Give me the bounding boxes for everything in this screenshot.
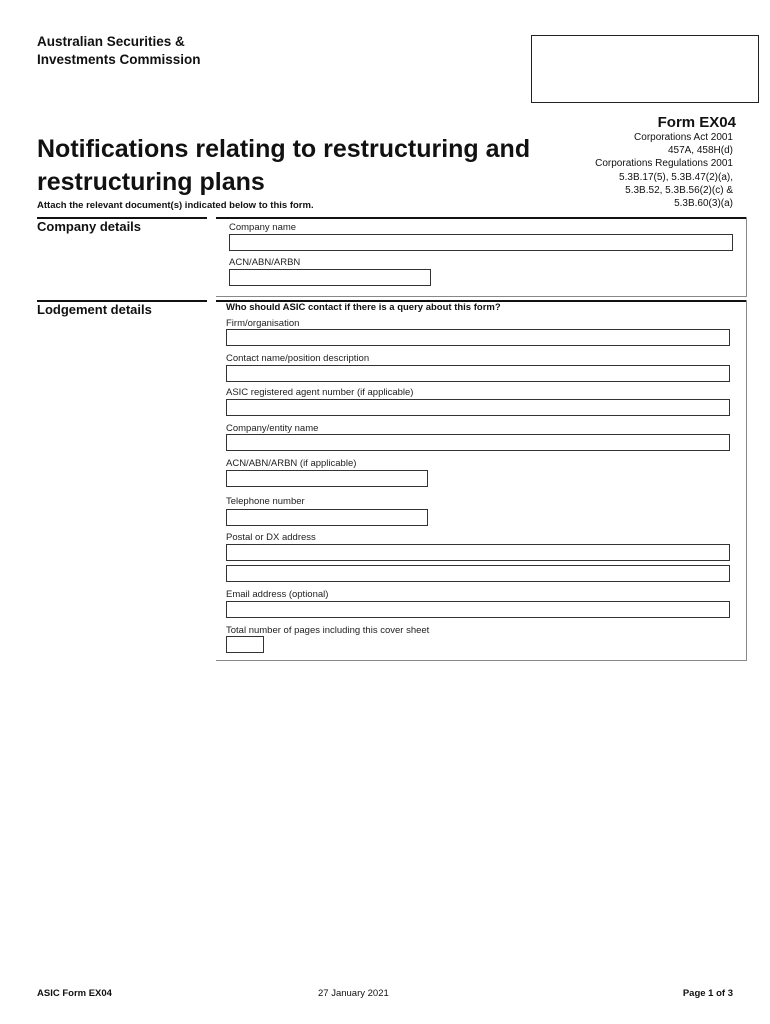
agent-number-label: ASIC registered agent number (if applicable) <box>226 387 414 398</box>
postal-address-field-2[interactable] <box>226 565 730 582</box>
reference-line: 457A, 458H(d) <box>667 145 733 157</box>
lodgement-details-heading: Lodgement details <box>37 302 152 317</box>
total-pages-field[interactable] <box>226 636 264 653</box>
company-name-label: Company name <box>229 222 297 233</box>
attach-instruction: Attach the relevant document(s) indicated below to this form. <box>37 200 314 211</box>
email-field[interactable] <box>226 601 730 618</box>
contact-field[interactable] <box>226 365 730 382</box>
panel-rule <box>216 217 746 219</box>
query-heading: Who should ASIC contact if there is a query about this form? <box>226 302 501 313</box>
office-stamp-box <box>531 35 759 103</box>
title-line-1: Notifications relating to restructuring and <box>37 135 531 163</box>
company-details-heading: Company details <box>37 219 142 234</box>
acn-label: ACN/ABN/ARBN <box>229 257 301 268</box>
reference-line: 5.3B.17(5), 5.3B.47(2)(a), <box>619 171 733 183</box>
company-name-field[interactable] <box>229 234 733 251</box>
organisation-line-2: Investments Commission <box>37 52 201 67</box>
postal-address-field-1[interactable] <box>226 544 730 561</box>
entity-acn-label: ACN/ABN/ARBN (if applicable) <box>226 458 357 469</box>
contact-label: Contact name/position description <box>226 353 370 364</box>
acn-field[interactable] <box>229 269 431 286</box>
reference-line: Corporations Regulations 2001 <box>595 158 733 170</box>
reference-line: 5.3B.60(3)(a) <box>674 198 733 210</box>
agent-number-field[interactable] <box>226 399 730 416</box>
page-title <box>37 133 607 199</box>
entity-acn-field[interactable] <box>226 470 428 487</box>
footer-form-name: ASIC Form EX04 <box>37 988 112 999</box>
reference-line: 5.3B.52, 5.3B.56(2)(c) & <box>625 184 733 196</box>
postal-address-label: Postal or DX address <box>226 532 316 543</box>
form-number: Form EX04 <box>657 114 736 131</box>
telephone-label: Telephone number <box>226 496 305 507</box>
email-label: Email address (optional) <box>226 589 329 600</box>
entity-name-field[interactable] <box>226 434 730 451</box>
footer-date: 27 January 2021 <box>318 988 389 999</box>
organisation-name <box>37 33 201 69</box>
total-pages-label: Total number of pages including this cover sheet <box>226 625 430 636</box>
firm-field[interactable] <box>226 329 730 346</box>
organisation-line-1: Australian Securities & <box>37 34 185 49</box>
title-line-2: restructuring plans <box>37 168 265 196</box>
reference-line: Corporations Act 2001 <box>634 132 733 143</box>
footer-page-number: Page 1 of 3 <box>682 988 733 999</box>
entity-name-label: Company/entity name <box>226 423 319 434</box>
telephone-field[interactable] <box>226 509 428 526</box>
firm-label: Firm/organisation <box>226 318 300 329</box>
